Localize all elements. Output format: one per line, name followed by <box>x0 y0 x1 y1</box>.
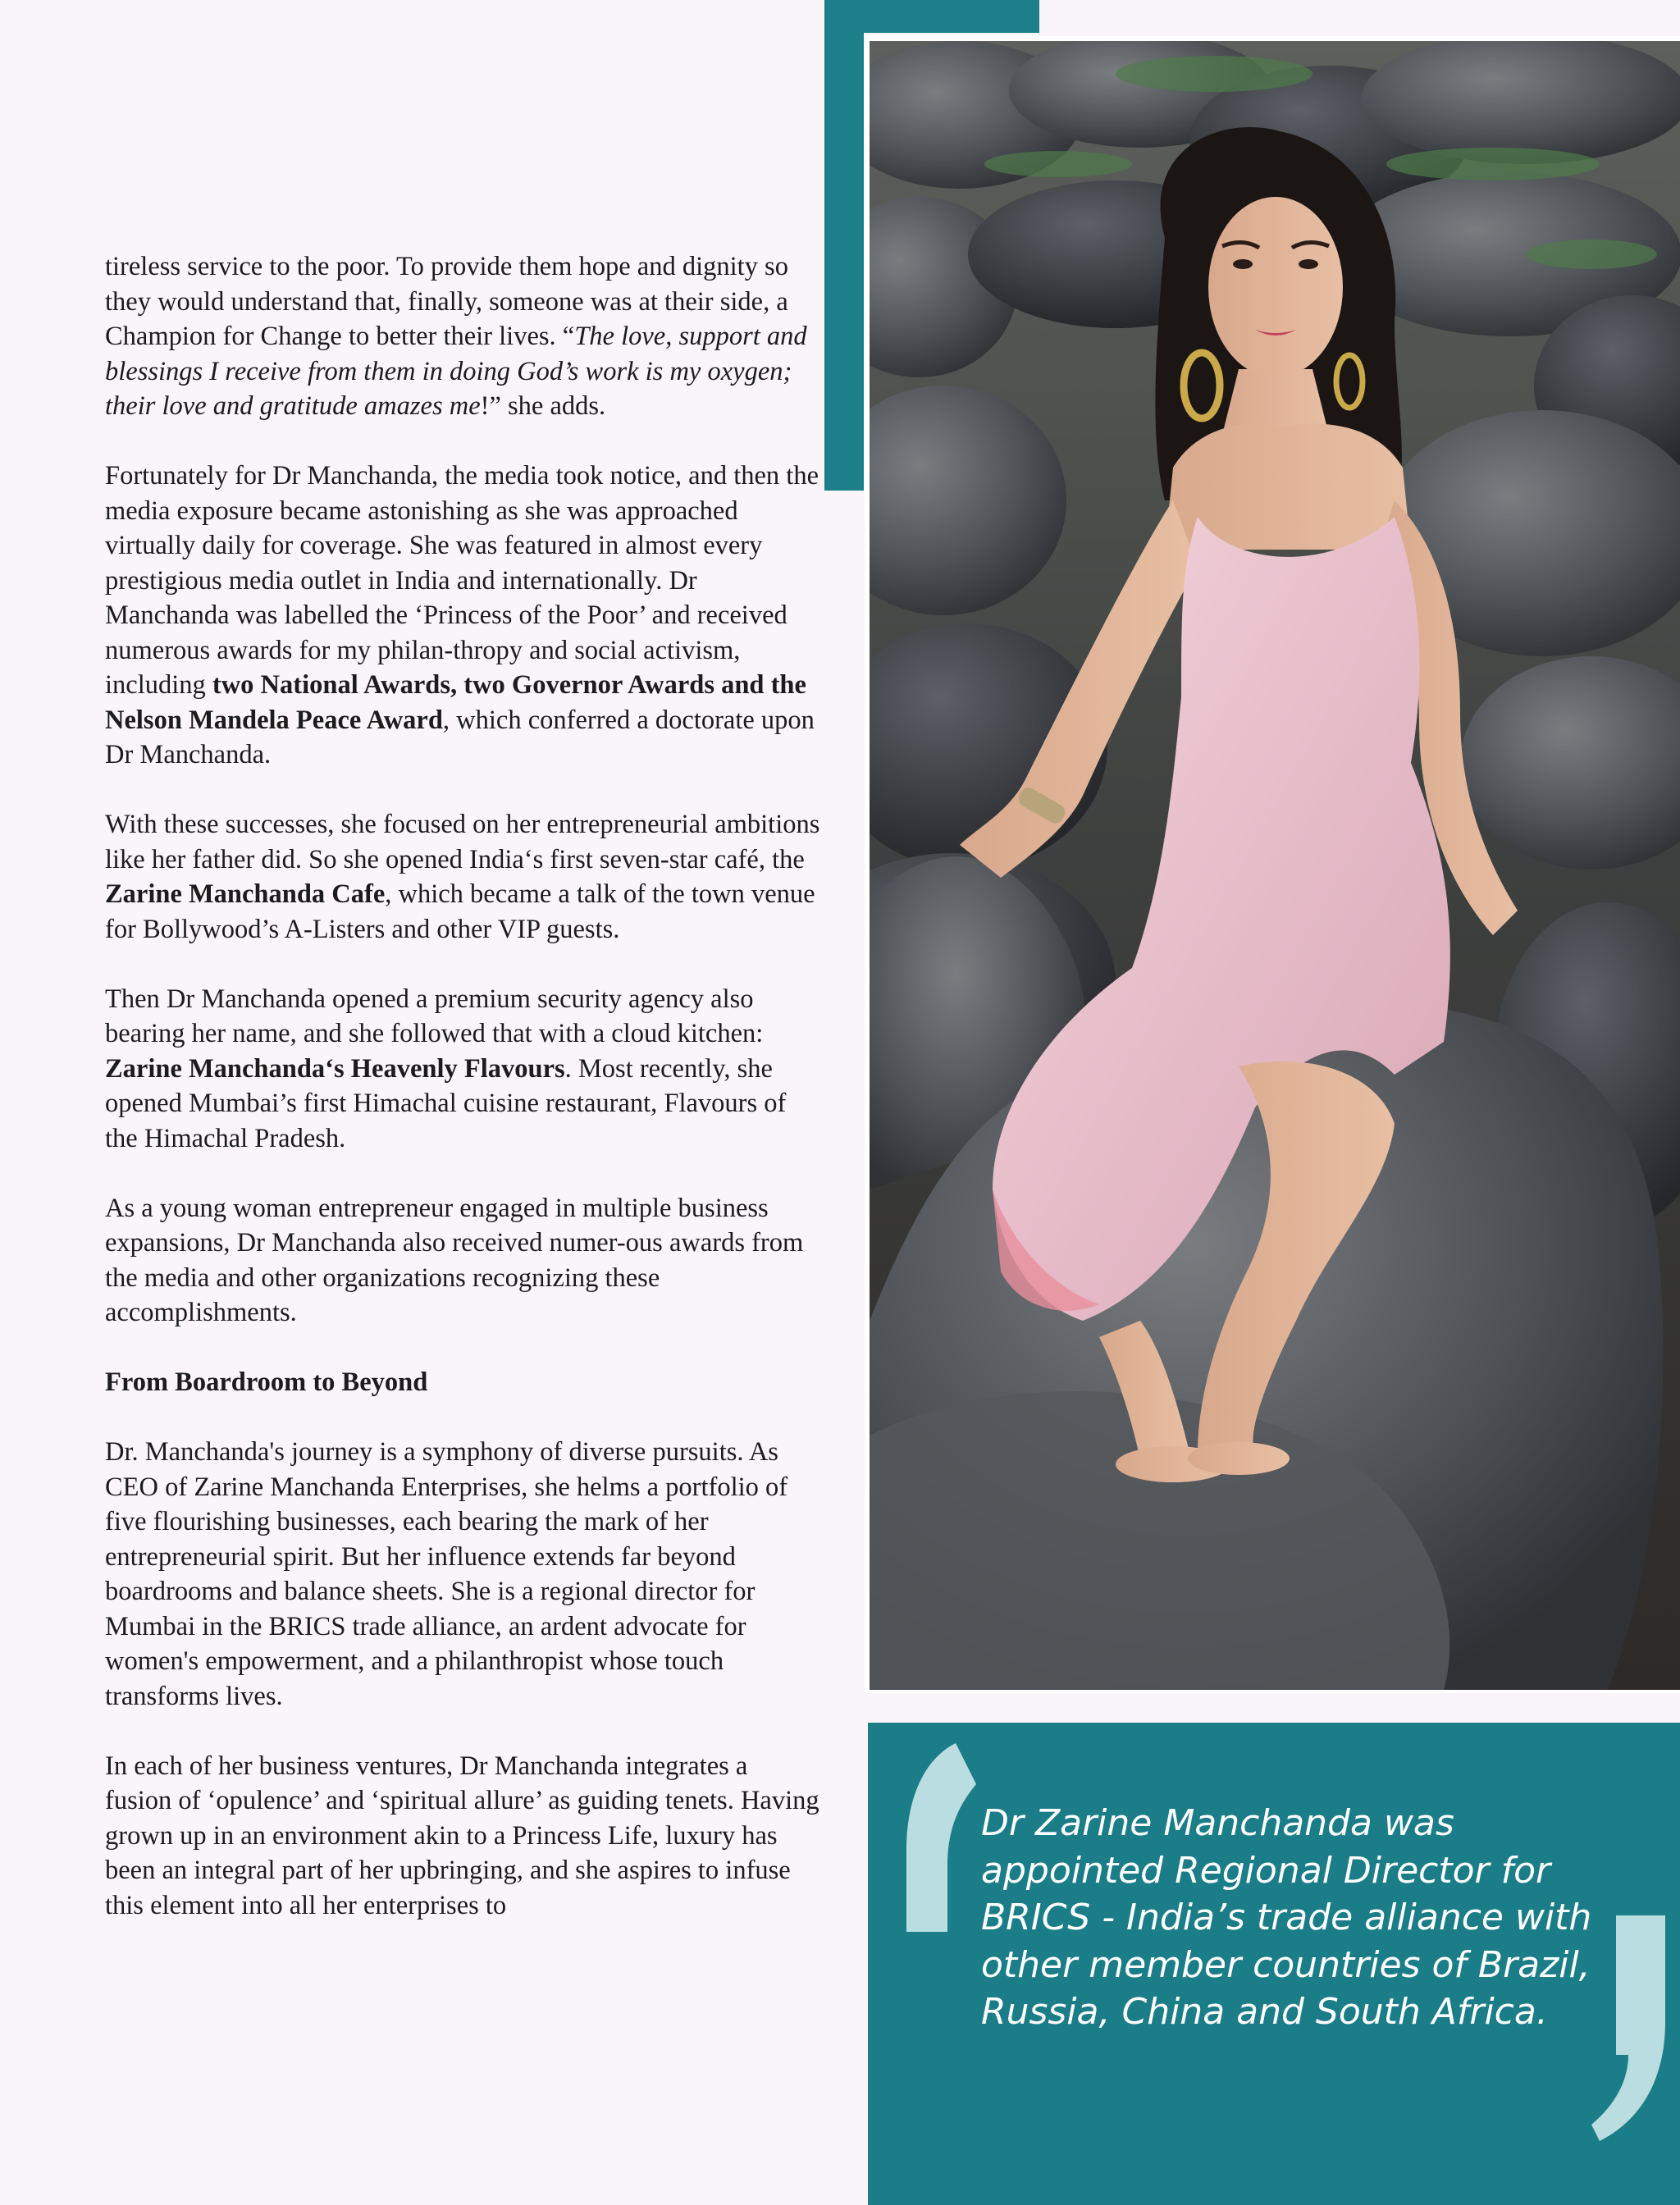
paragraph <box>105 982 820 1157</box>
paragraph: In each of her business ventures, Dr Manchanda integrates a fusion of ‘opulence’ and ‘spiritual allure’ as guiding tenets. Having grown up in an environment akin to a Princess Life, luxury has been an integral part of her upbringing, and she aspires to infuse this element into all her enterprises to <box>105 1751 819 1920</box>
bold-cafe-name: Zarine Manchanda Cafe <box>105 879 386 909</box>
paragraph <box>105 459 820 773</box>
article-body <box>105 249 820 1958</box>
bold-awards-text: two National Awards, two Governor Awards and the Nelson Mandela Peace Award <box>105 670 806 735</box>
paragraph-text: , which conferred a doctorate upon Dr Manchanda. <box>105 705 815 769</box>
opening-quote-mark-icon <box>890 1735 982 1940</box>
paragraph-text: . Most recently, she opened Mumbai’s first Himachal cuisine restaurant, Flavours of the Himachal Pradesh. <box>105 1053 787 1153</box>
paragraph-text: Then Dr Manchanda opened a premium security agency also bearing her name, and she followed that with a cloud kitchen: <box>105 984 764 1048</box>
closing-quote-mark-icon <box>1583 1915 1680 2145</box>
paragraph <box>105 249 820 424</box>
pull-quote-text: Dr Zarine Manchanda was appointed Regional Director for BRICS - India’s trade alliance with other member countries of Brazil, Russia, China and South Africa. <box>981 1802 1592 2033</box>
paragraph: As a young woman entrepreneur engaged in multiple business expansions, Dr Manchanda also received numer-ous awards from the media and other organizations recognizing these accomplishments. <box>105 1193 804 1327</box>
paragraph-text: Fortunately for Dr Manchanda, the media took notice, and then the media exposure became astonishing as she was approached virtually daily for coverage. She was featured in almost every prestigious media outlet in India and internationally. Dr Manchanda was labelled the ‘Princess of the Poor’ and received numerous awards for my philan-thropy and social activism, including <box>105 461 819 700</box>
bold-kitchen-name: Zarine Manchanda‘s Heavenly Flavours <box>105 1053 565 1084</box>
italic-quote-text: The love, support and blessings I receive from them in doing God’s work is my oxygen; their love and gratitude amazes me <box>105 322 807 421</box>
portrait-photo <box>870 41 1680 1690</box>
paragraph-text: With these successes, she focused on her entrepreneurial ambitions like her father did. So she opened India‘s first seven-star café, the <box>105 810 820 874</box>
paragraph-text: !” she adds. <box>480 391 606 421</box>
section-heading: From Boardroom to Beyond <box>105 1367 428 1397</box>
paragraph: Dr. Manchanda's journey is a symphony of diverse pursuits. As CEO of Zarine Manchanda Enterprises, she helms a portfolio of five flourishing businesses, each bearing the mark of her entrepreneurial spirit. But her influence extends far beyond boardrooms and balance sheets. She is a regional director for Mumbai in the BRICS trade alliance, an ardent advocate for women's empowerment, and a philanthropist whose touch transforms lives. <box>105 1437 788 1711</box>
paragraph <box>105 807 820 947</box>
paragraph-text: tireless service to the poor. To provide them hope and dignity so they would understand that, finally, someone was at their side, a Champion for Change to better their lives. “ <box>105 252 788 351</box>
paragraph-text: , which became a talk of the town venue for Bollywood’s A-Listers and other VIP guests. <box>105 879 815 944</box>
